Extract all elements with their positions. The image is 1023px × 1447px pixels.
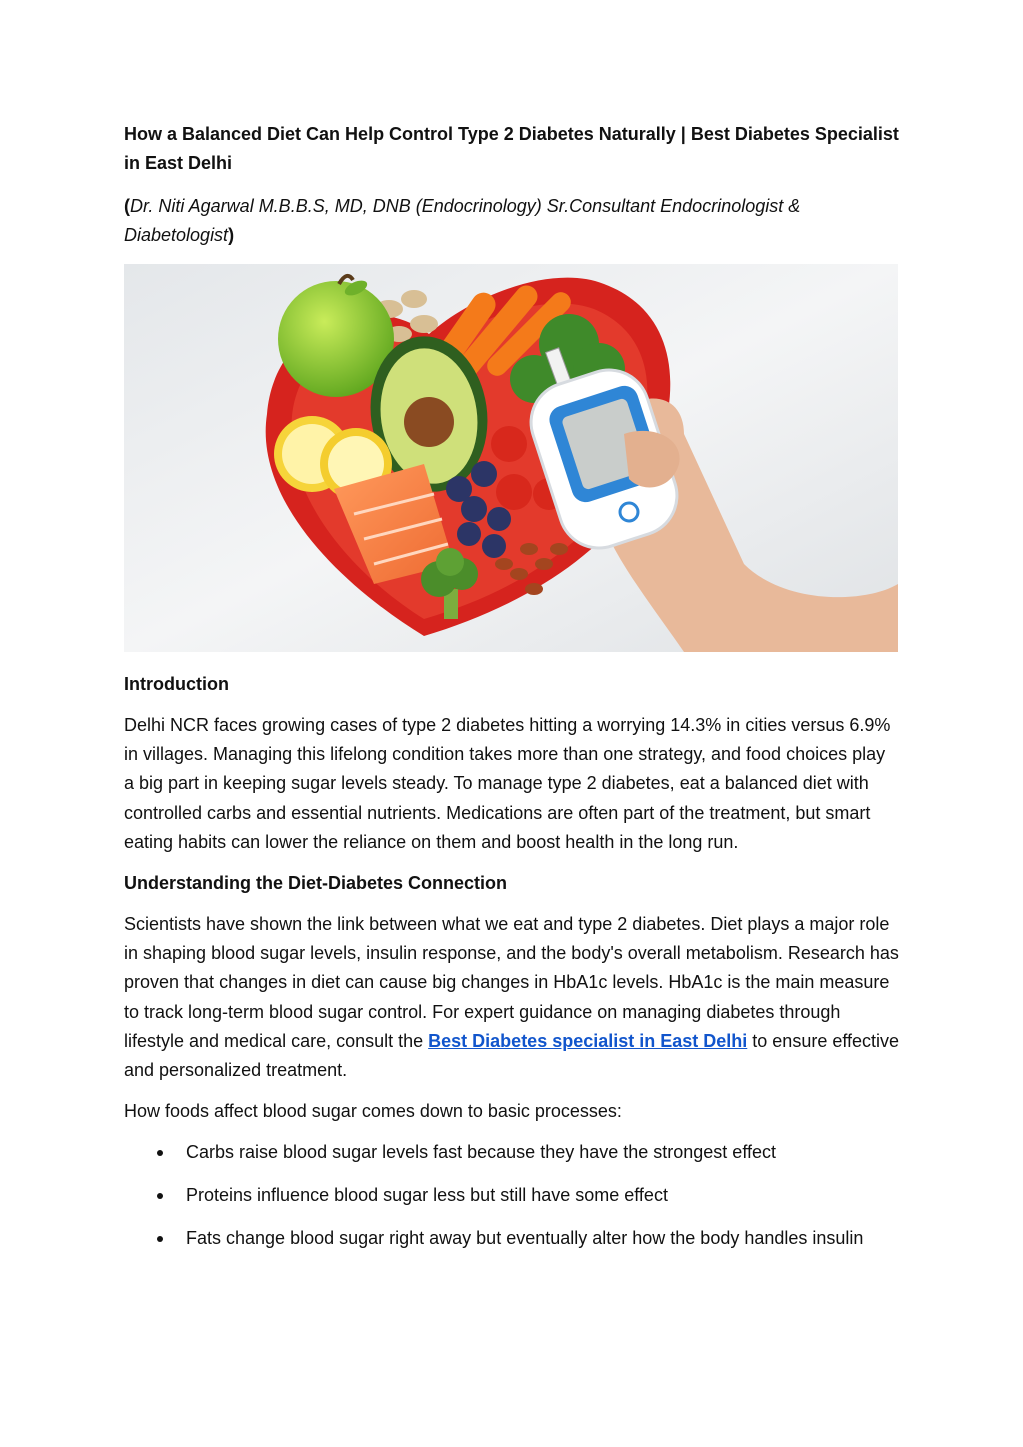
diet-connection-paragraph	[124, 910, 900, 1085]
paragraph-text-before-link: Scientists have shown the link between what we eat and type 2 diabetes. Diet plays a major role in shaping blood sugar levels, insulin response, and the body's overall metabolism. Research has proven that changes in diet can cause big changes in HbA1c levels. HbA1c is the main measure to track long-term blood sugar control. For expert guidance on managing diabetes through lifestyle and medical care, consult the	[124, 914, 899, 1051]
document-title: How a Balanced Diet Can Help Control Type 2 Diabetes Naturally | Best Diabetes Specialist in East Delhi	[124, 124, 899, 173]
list-item	[124, 1138, 900, 1167]
bullet-list	[124, 1138, 900, 1253]
hero-image	[124, 264, 898, 652]
byline-open-paren: (	[124, 196, 130, 216]
introduction-paragraph: Delhi NCR faces growing cases of type 2 diabetes hitting a worrying 14.3% in cities versus 6.9% in villages. Managing this lifelong condition takes more than one strategy, and food choices play a big part in keeping sugar levels steady. To manage type 2 diabetes, eat a balanced diet with controlled carbs and essential nutrients. Medications are often part of the treatment, but smart eating habits can lower the reliance on them and boost health in the long run.	[124, 715, 891, 852]
byline-close-paren: )	[228, 225, 235, 245]
author-byline	[124, 192, 900, 250]
list-item-text: Proteins influence blood sugar less but still have some effect	[186, 1185, 668, 1206]
bullet-icon	[157, 1150, 163, 1156]
document-page	[124, 120, 900, 1267]
specialist-link[interactable]: Best Diabetes specialist in East Delhi	[428, 1030, 748, 1051]
paragraph-text-after-link: to ensure effective and personalized treatment.	[124, 1030, 900, 1081]
bullet-icon	[157, 1236, 163, 1242]
list-item	[124, 1224, 900, 1253]
list-item-text: Carbs raise blood sugar levels fast because they have the strongest effect	[186, 1142, 777, 1163]
list-item	[124, 1181, 900, 1210]
list-intro: How foods affect blood sugar comes down to basic processes:	[124, 1101, 622, 1122]
list-item-text: Fats change blood sugar right away but eventually alter how the body handles insulin	[186, 1228, 864, 1249]
author-credentials: Dr. Niti Agarwal M.B.B.S, MD, DNB (Endocrinology) Sr.Consultant Endocrinologist & Diabetologist	[124, 196, 801, 245]
section-heading-diet-connection: Understanding the Diet-Diabetes Connection	[124, 873, 508, 894]
bullet-icon	[157, 1193, 163, 1199]
section-heading-introduction: Introduction	[124, 674, 229, 694]
